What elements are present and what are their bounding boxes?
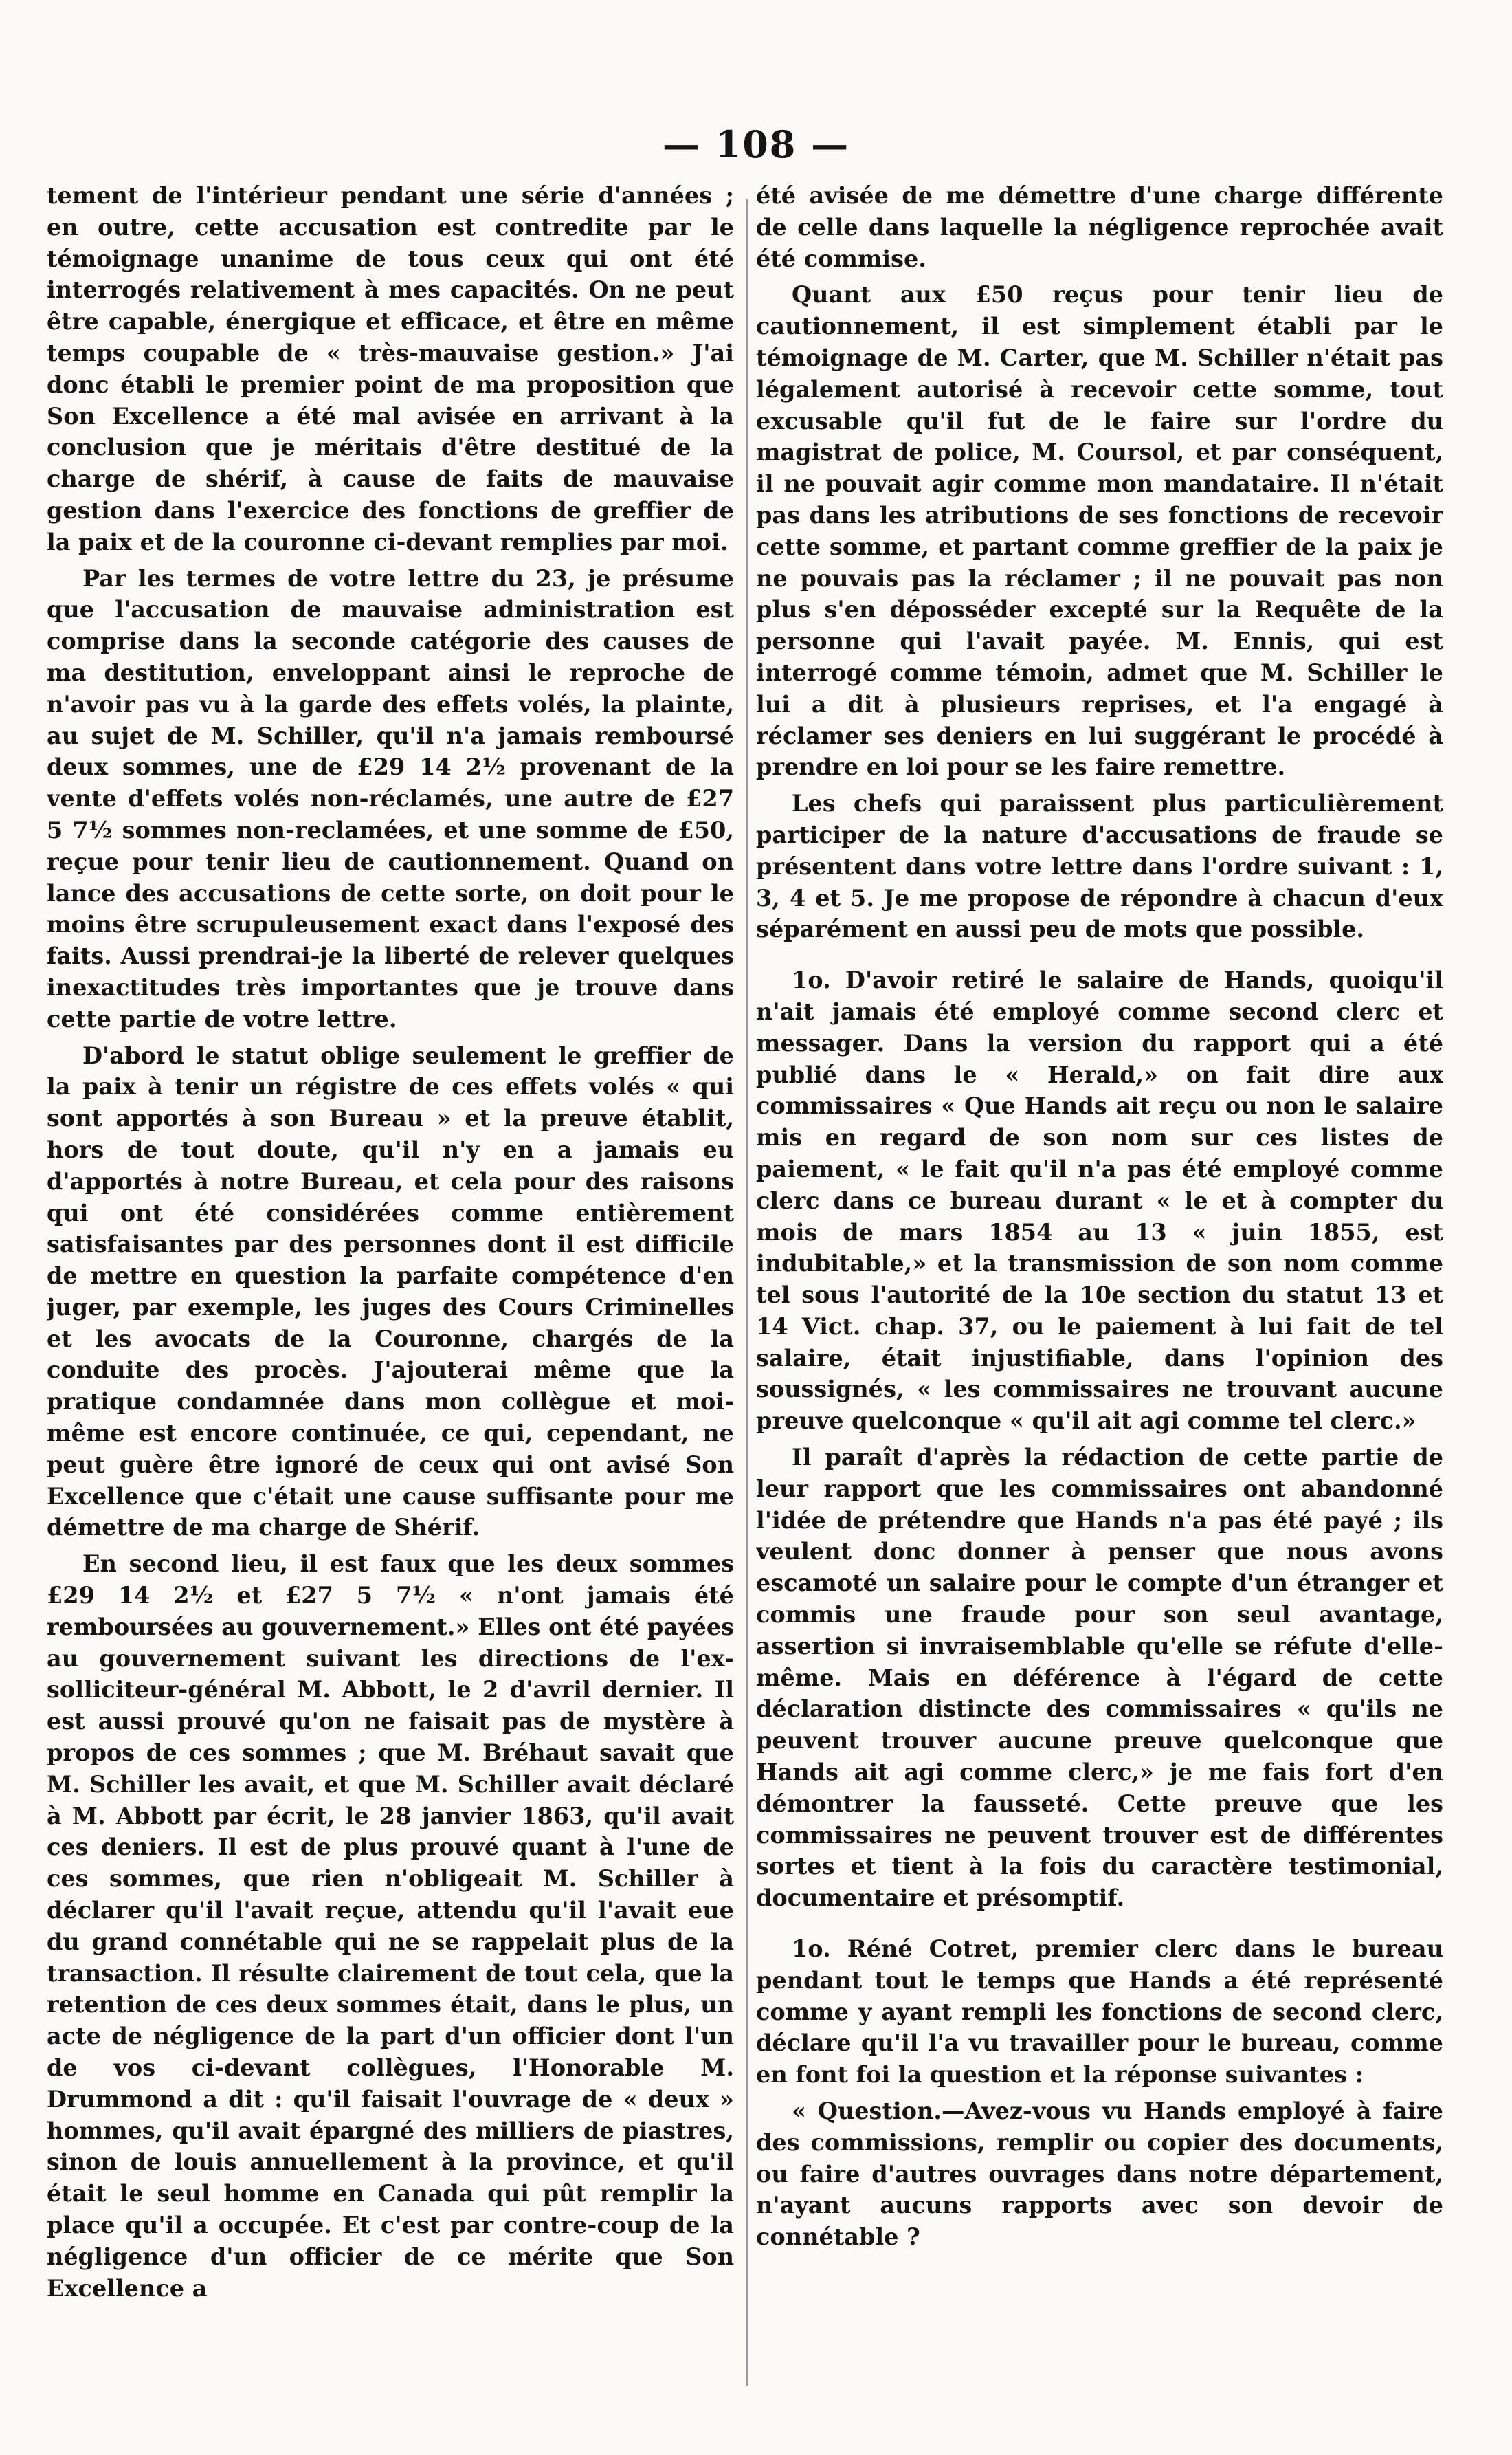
paragraph: Il paraît d'après la rédaction de cette partie de leur rapport que les commissaires ont abandonné l'idée de prétendre que Hands n'a pas été payé ; ils veulent donc donner à penser que nous avons escamoté un salaire pour le compte d'un étranger et commis une fraude pour son seul avantage, assertion si invraisemblable qu'elle se réfute d'elle-même. Mais en déférence à l'égard de cette déclaration distincte des commissaires « qu'ils ne peuvent trouver aucune preuve quelconque que Hands ait agi comme clerc,» je me fais fort d'en démontrer la fausseté. Cette preuve que les commissaires ne peuvent trouver est de différentes sortes et tient à la fois du caractère testimonial, documentaire et présomptif. xyxy=(756,1444,1443,1912)
paragraph: Les chefs qui paraissent plus particulièrement participer de la nature d'accusations de fraude se présentent dans votre lettre dans l'ordre suivant : 1, 3, 4 et 5. Je me propose de répondre à chacun d'eux séparément en aussi peu de mots que possible. xyxy=(756,790,1443,943)
paragraph: D'abord le statut oblige seulement le greffier de la paix à tenir un régistre de ces effets volés « qui sont apportés à son Bureau » et la preuve établit, hors de tout doute, qu'il n'y en a jamais eu d'apportés à notre Bureau, et cela pour des raisons qui ont été considérées comme entièrement satisfaisantes par des personnes dont il est difficile de mettre en question la parfaite compétence d'en juger, par exemple, les juges des Cours Criminelles et les avocats de la Couronne, chargés de la conduite des procès. J'ajouterai même que la pratique condamnée dans mon collègue et moi-même est encore continuée, ce qui, cependant, ne peut guère être ignoré de ceux qui ont avisé Son Excellence que c'était une cause suffisante pour me démettre de ma charge de Shérif. xyxy=(47,1042,734,1541)
paragraph: 1o. D'avoir retiré le salaire de Hands, quoiqu'il n'ait jamais été employé comme second clerc et messager. Dans la version du rapport qui a été publié dans le « Herald,» on fait dire aux commissaires « Que Hands ait reçu ou non le salaire mis en regard de son nom sur ces listes de paiement, « le fait qu'il n'a pas été employé comme clerc dans ce bureau durant « le et à compter du mois de mars 1854 au 13 « juin 1855, est indubitable,» et la transmission de son nom comme tel sous l'autorité de la 10e section du statut 13 et 14 Vict. chap. 37, ou le paiement à lui fait de tel salaire, était injustifiable, dans l'opinion des soussignés, « les commissaires ne trouvant aucune preuve quelconque « qu'il ait agi comme tel clerc.» xyxy=(756,967,1443,1435)
paragraph: « Question.—Avez-vous vu Hands employé à faire des commissions, remplir ou copier des documents, ou faire d'autres ouvrages dans notre département, n'ayant aucuns rapports avec son devoir de connétable ? xyxy=(756,2098,1443,2251)
right-column xyxy=(756,180,1443,2408)
paragraph: En second lieu, il est faux que les deux sommes £29 14 2½ et £27 5 7½ « n'ont jamais été remboursées au gouvernement.» Elles ont été payées au gouvernement suivant les directions de l'ex-solliciteur-général M. Abbott, le 2 d'avril dernier. Il est aussi prouvé qu'on ne faisait pas de mystère à propos de ces sommes ; que M. Bréhaut savait que M. Schiller les avait, et que M. Schiller avait déclaré à M. Abbott par écrit, le 28 janvier 1863, qu'il avait ces deniers. Il est de plus prouvé quant à l'une de ces sommes, que rien n'obligeait M. Schiller à déclarer qu'il l'avait reçue, attendu qu'il l'avait eue du grand connétable qui ne se rappelait plus de la transaction. Il résulte clairement de tout cela, que la retention de ces deux sommes était, dans le plus, un acte de négligence de la part d'un officier dont l'un de vos ci-devant collègues, l'Honorable M. Drummond a dit : qu'il faisait l'ouvrage de « deux » hommes, qu'il avait épargné des milliers de piastres, sinon de louis annuellement à la province, et qu'il était le seul homme en Canada qui pût remplir la place qu'il a occupée. Et c'est par contre-coup de la négligence d'un officier de ce mérite que Son Excellence a xyxy=(47,1550,734,2302)
paragraph: Quant aux £50 reçus pour tenir lieu de cautionnement, il est simplement établi par le témoignage de M. Carter, que M. Schiller n'était pas légalement autorisé à recevoir cette somme, tout excusable qu'il fut de le faire sur l'ordre du magistrat de police, M. Coursol, et par conséquent, il ne pouvait agir comme mon mandataire. Il n'était pas dans les atributions de ses fonctions de recevoir cette somme, et partant comme greffier de la paix je ne pouvais pas la réclamer ; il ne pouvait pas non plus s'en déposséder excepté sur la Requête de la personne qui l'avait payée. M. Ennis, qui est interrogé comme témoin, admet que M. Schiller le lui a dit à plusieurs reprises, et l'a engagé à réclamer ses deniers en lui suggérant le procédé à prendre en loi pour se les faire remettre. xyxy=(756,281,1443,781)
paragraph: tement de l'intérieur pendant une série d'années ; en outre, cette accusation est contredite par le témoignage unanime de tous ceux qui ont été interrogés relativement à mes capacités. On ne peut être capable, énergique et efficace, et être en même temps coupable de « très-mauvaise gestion.» J'ai donc établi le premier point de ma proposition que Son Excellence a été mal avisée en arrivant à la conclusion que je méritais d'être destitué de la charge de shérif, à cause de faits de mauvaise gestion dans l'exercice des fonctions de greffier de la paix et de la couronne ci-devant remplies par moi. xyxy=(47,182,734,555)
left-column xyxy=(47,180,734,2408)
paragraph: Par les termes de votre lettre du 23, je présume que l'accusation de mauvaise administration est comprise dans la seconde catégorie des causes de ma destitution, enveloppant ainsi le reproche de n'avoir pas vu à la garde des effets volés, la plainte, au sujet de M. Schiller, qu'il n'a jamais remboursé deux sommes, une de £29 14 2½ provenant de la vente d'effets volés non-réclamés, une autre de £27 5 7½ sommes non-reclamées, et une somme de £50, reçue pour tenir lieu de cautionnement. Quand on lance des accusations de cette sorte, on doit pour le moins être scrupuleusement exact dans l'exposé des faits. Aussi prendrai-je la liberté de relever quelques inexactitudes très importantes que je trouve dans cette partie de votre lettre. xyxy=(47,564,734,1033)
paragraph: été avisée de me démettre d'une charge différente de celle dans laquelle la négligence reprochée avait été commise. xyxy=(756,182,1443,272)
paragraph: 1o. Réné Cotret, premier clerc dans le bureau pendant tout le temps que Hands a été représenté comme y ayant rempli les fonctions de second clerc, déclare qu'il l'a vu travailler pour le bureau, comme en font foi la question et la réponse suivantes : xyxy=(756,1935,1443,2089)
column-divider xyxy=(746,199,748,2386)
page-number: — 108 — xyxy=(662,122,850,166)
